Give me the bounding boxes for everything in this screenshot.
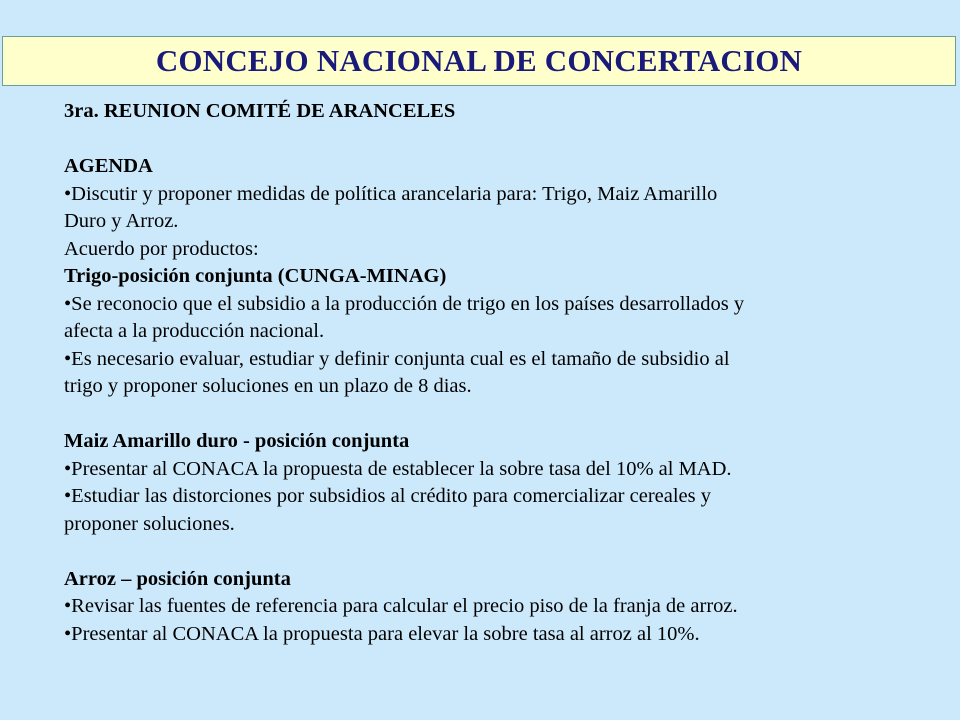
arroz-bullet2: •Presentar al CONACA la propuesta para elevar la sobre tasa al arroz al 10%. xyxy=(64,622,700,645)
maiz-bullet2-line1: •Estudiar las distorciones por subsidios al crédito para comercializar cereales y xyxy=(64,485,711,507)
spacer xyxy=(64,126,914,154)
arroz-bullet1: •Revisar las fuentes de referencia para calcular el precio piso de la franja de arroz. xyxy=(64,595,738,617)
trigo-bullet1-line2: afecta a la producción nacional. xyxy=(64,320,325,342)
spacer xyxy=(64,401,914,429)
title-banner xyxy=(2,36,956,86)
trigo-heading: Trigo-posición conjunta (CUNGA-MINAG) xyxy=(64,265,447,287)
trigo-bullet1-line1: •Se reconocio que el subsidio a la producción de trigo en los países desarrollados y xyxy=(64,292,745,315)
meeting-title: 3ra. REUNION COMITÉ DE ARANCELES xyxy=(64,100,456,122)
agreement-intro: Acuerdo por productos: xyxy=(64,237,259,260)
maiz-bullet2-line2: proponer soluciones. xyxy=(64,512,235,535)
spacer xyxy=(64,538,914,566)
trigo-bullet2-line1: •Es necesario evaluar, estudiar y definir conjunta cual es el tamaño de subsidio al xyxy=(64,347,730,370)
agenda-bullet-line1: •Discutir y proponer medidas de política arancelaria para: Trigo, Maiz Amarillo xyxy=(64,182,718,205)
slide-content xyxy=(64,98,914,648)
page-title: CONCEJO NACIONAL DE CONCERTACION xyxy=(155,43,803,78)
trigo-bullet2-line2: trigo y proponer soluciones en un plazo de 8 dias. xyxy=(64,375,472,397)
agenda-heading: AGENDA xyxy=(64,155,153,177)
maiz-heading: Maiz Amarillo duro - posición conjunta xyxy=(64,430,410,452)
agenda-bullet-line2: Duro y Arroz. xyxy=(64,210,179,232)
arroz-heading: Arroz – posición conjunta xyxy=(64,567,291,590)
maiz-bullet1: •Presentar al CONACA la propuesta de establecer la sobre tasa del 10% al MAD. xyxy=(64,457,732,480)
